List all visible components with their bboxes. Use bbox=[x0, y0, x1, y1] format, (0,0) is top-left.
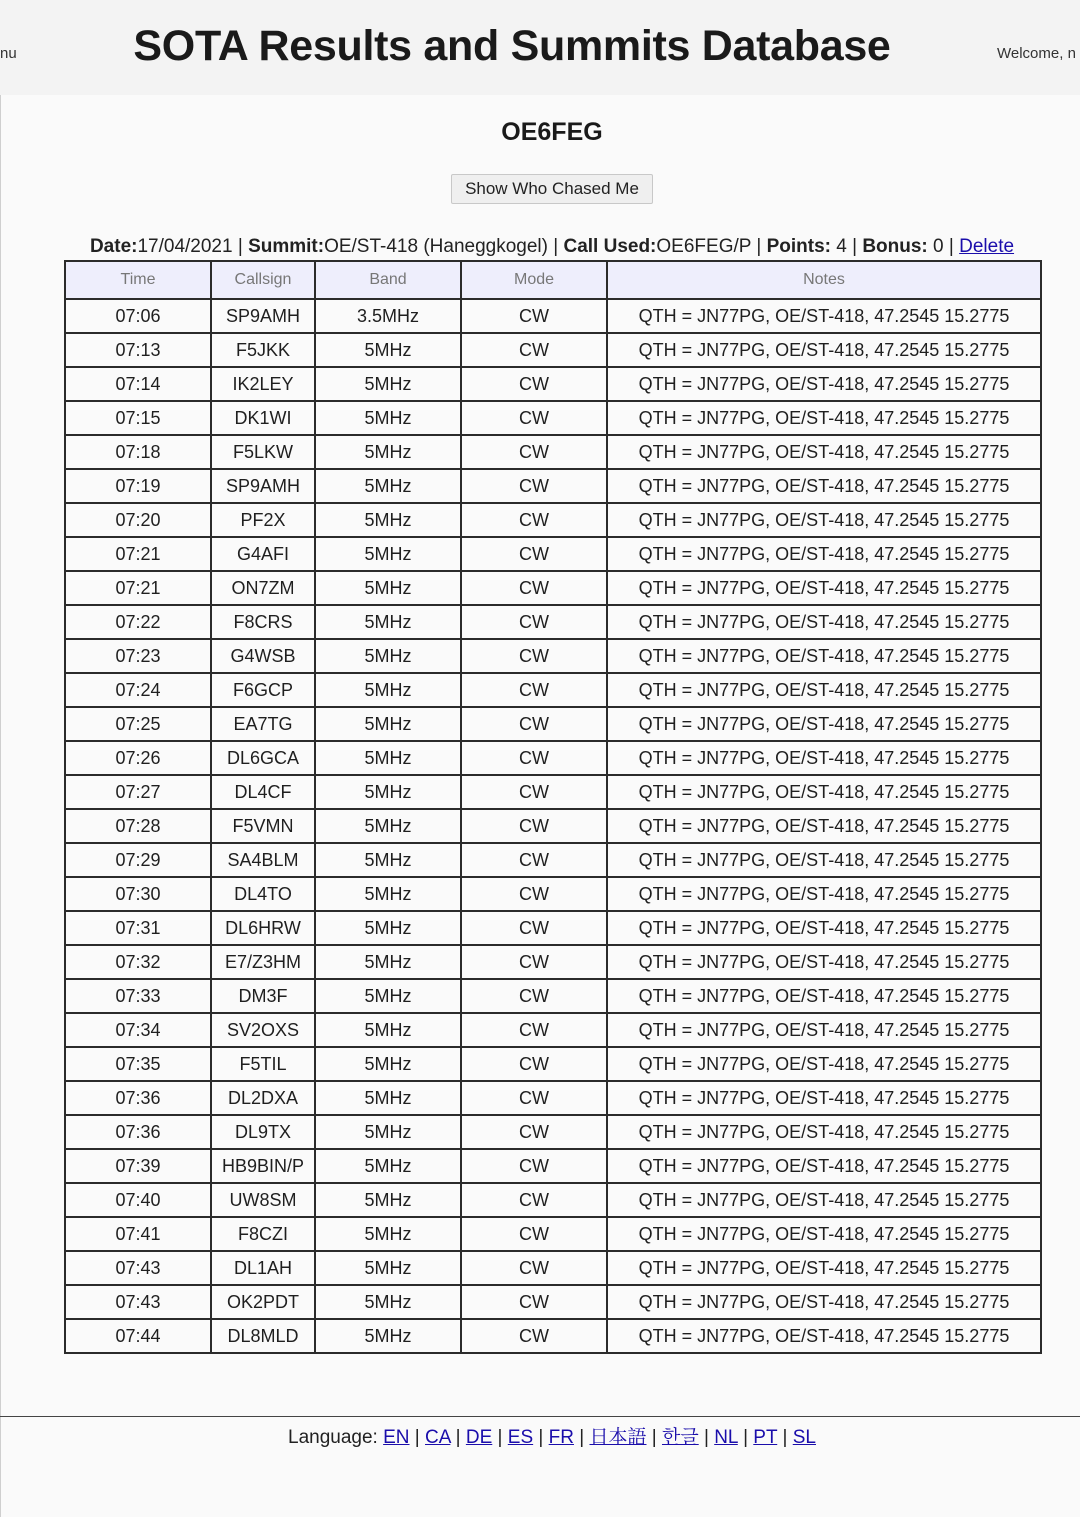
points-value: 4 bbox=[836, 236, 847, 257]
mode-cell: CW bbox=[461, 775, 607, 809]
band-cell: 5MHz bbox=[315, 1319, 461, 1353]
notes-cell: QTH = JN77PG, OE/ST-418, 47.2545 15.2775 bbox=[607, 1285, 1041, 1319]
call-used-label: Call Used: bbox=[563, 236, 657, 257]
callsign-cell: F5JKK bbox=[211, 333, 315, 367]
notes-cell: QTH = JN77PG, OE/ST-418, 47.2545 15.2775 bbox=[607, 673, 1041, 707]
notes-cell: QTH = JN77PG, OE/ST-418, 47.2545 15.2775 bbox=[607, 1183, 1041, 1217]
language-link-pt[interactable]: PT bbox=[753, 1427, 778, 1448]
language-link-fr[interactable]: FR bbox=[548, 1427, 574, 1448]
table-row bbox=[65, 401, 1041, 435]
bonus-label: Bonus: bbox=[862, 236, 928, 257]
callsign-cell: F5LKW bbox=[211, 435, 315, 469]
table-row bbox=[65, 1149, 1041, 1183]
time-cell: 07:24 bbox=[65, 673, 211, 707]
site-title: SOTA Results and Summits Database bbox=[133, 22, 891, 70]
callsign-cell: F8CZI bbox=[211, 1217, 315, 1251]
band-cell: 5MHz bbox=[315, 945, 461, 979]
time-cell: 07:33 bbox=[65, 979, 211, 1013]
notes-cell: QTH = JN77PG, OE/ST-418, 47.2545 15.2775 bbox=[607, 1047, 1041, 1081]
column-header: Notes bbox=[607, 261, 1041, 299]
band-cell: 5MHz bbox=[315, 673, 461, 707]
table-row bbox=[65, 741, 1041, 775]
time-cell: 07:36 bbox=[65, 1081, 211, 1115]
footer-divider bbox=[0, 1416, 1080, 1417]
table-row bbox=[65, 877, 1041, 911]
callsign-cell: DL1AH bbox=[211, 1251, 315, 1285]
table-row bbox=[65, 979, 1041, 1013]
table-row bbox=[65, 639, 1041, 673]
time-cell: 07:20 bbox=[65, 503, 211, 537]
notes-cell: QTH = JN77PG, OE/ST-418, 47.2545 15.2775 bbox=[607, 605, 1041, 639]
band-cell: 5MHz bbox=[315, 367, 461, 401]
time-cell: 07:15 bbox=[65, 401, 211, 435]
callsign-cell: E7/Z3HM bbox=[211, 945, 315, 979]
table-body bbox=[65, 299, 1041, 1353]
callsign-cell: SP9AMH bbox=[211, 299, 315, 333]
notes-cell: QTH = JN77PG, OE/ST-418, 47.2545 15.2775 bbox=[607, 945, 1041, 979]
band-cell: 5MHz bbox=[315, 1149, 461, 1183]
notes-cell: QTH = JN77PG, OE/ST-418, 47.2545 15.2775 bbox=[607, 503, 1041, 537]
mode-cell: CW bbox=[461, 1183, 607, 1217]
table-row bbox=[65, 843, 1041, 877]
language-link-nl[interactable]: NL bbox=[714, 1427, 738, 1448]
mode-cell: CW bbox=[461, 605, 607, 639]
column-header: Callsign bbox=[211, 261, 315, 299]
callsign-cell: F5TIL bbox=[211, 1047, 315, 1081]
column-header: Mode bbox=[461, 261, 607, 299]
notes-cell: QTH = JN77PG, OE/ST-418, 47.2545 15.2775 bbox=[607, 843, 1041, 877]
qso-log-table bbox=[64, 260, 1042, 1354]
callsign-cell: SA4BLM bbox=[211, 843, 315, 877]
notes-cell: QTH = JN77PG, OE/ST-418, 47.2545 15.2775 bbox=[607, 911, 1041, 945]
mode-cell: CW bbox=[461, 673, 607, 707]
table-row bbox=[65, 1047, 1041, 1081]
time-cell: 07:29 bbox=[65, 843, 211, 877]
table-row bbox=[65, 673, 1041, 707]
table-row bbox=[65, 333, 1041, 367]
menu-link[interactable]: nu bbox=[0, 45, 17, 62]
time-cell: 07:25 bbox=[65, 707, 211, 741]
time-cell: 07:13 bbox=[65, 333, 211, 367]
callsign-cell: F8CRS bbox=[211, 605, 315, 639]
band-cell: 5MHz bbox=[315, 843, 461, 877]
callsign-cell: DM3F bbox=[211, 979, 315, 1013]
time-cell: 07:14 bbox=[65, 367, 211, 401]
notes-cell: QTH = JN77PG, OE/ST-418, 47.2545 15.2775 bbox=[607, 1081, 1041, 1115]
mode-cell: CW bbox=[461, 1047, 607, 1081]
band-cell: 5MHz bbox=[315, 571, 461, 605]
mode-cell: CW bbox=[461, 1285, 607, 1319]
mode-cell: CW bbox=[461, 1013, 607, 1047]
language-selector: Language: EN | CA | DE | ES | FR | 日本語 | 한글 | NL | PT | SL bbox=[288, 1427, 816, 1448]
callsign-cell: ON7ZM bbox=[211, 571, 315, 605]
callsign-cell: DL6HRW bbox=[211, 911, 315, 945]
band-cell: 5MHz bbox=[315, 741, 461, 775]
time-cell: 07:21 bbox=[65, 571, 211, 605]
time-cell: 07:41 bbox=[65, 1217, 211, 1251]
notes-cell: QTH = JN77PG, OE/ST-418, 47.2545 15.2775 bbox=[607, 809, 1041, 843]
time-cell: 07:28 bbox=[65, 809, 211, 843]
mode-cell: CW bbox=[461, 809, 607, 843]
time-cell: 07:39 bbox=[65, 1149, 211, 1183]
date-label: Date: bbox=[89, 236, 138, 257]
mode-cell: CW bbox=[461, 1115, 607, 1149]
band-cell: 5MHz bbox=[315, 1285, 461, 1319]
notes-cell: QTH = JN77PG, OE/ST-418, 47.2545 15.2775 bbox=[607, 979, 1041, 1013]
summit-label: Summit: bbox=[248, 236, 325, 257]
language-link-ja[interactable]: 日本語 bbox=[589, 1427, 647, 1448]
callsign-cell: HB9BIN/P bbox=[211, 1149, 315, 1183]
mode-cell: CW bbox=[461, 503, 607, 537]
band-cell: 5MHz bbox=[315, 877, 461, 911]
language-link-ko[interactable]: 한글 bbox=[661, 1427, 699, 1448]
band-cell: 5MHz bbox=[315, 401, 461, 435]
time-cell: 07:26 bbox=[65, 741, 211, 775]
table-row bbox=[65, 503, 1041, 537]
table-row bbox=[65, 469, 1041, 503]
notes-cell: QTH = JN77PG, OE/ST-418, 47.2545 15.2775 bbox=[607, 1217, 1041, 1251]
notes-cell: QTH = JN77PG, OE/ST-418, 47.2545 15.2775 bbox=[607, 401, 1041, 435]
mode-cell: CW bbox=[461, 741, 607, 775]
summit-value: OE/ST-418 (Haneggkogel) bbox=[324, 236, 548, 257]
table-row bbox=[65, 911, 1041, 945]
time-cell: 07:32 bbox=[65, 945, 211, 979]
mode-cell: CW bbox=[461, 571, 607, 605]
points-label: Points: bbox=[766, 236, 831, 257]
callsign-cell: OK2PDT bbox=[211, 1285, 315, 1319]
column-header: Band bbox=[315, 261, 461, 299]
callsign-cell: EA7TG bbox=[211, 707, 315, 741]
notes-cell: QTH = JN77PG, OE/ST-418, 47.2545 15.2775 bbox=[607, 299, 1041, 333]
band-cell: 5MHz bbox=[315, 911, 461, 945]
band-cell: 5MHz bbox=[315, 435, 461, 469]
band-cell: 5MHz bbox=[315, 979, 461, 1013]
time-cell: 07:06 bbox=[65, 299, 211, 333]
callsign-cell: DL4TO bbox=[211, 877, 315, 911]
table-row bbox=[65, 1285, 1041, 1319]
callsign-cell: IK2LEY bbox=[211, 367, 315, 401]
mode-cell: CW bbox=[461, 979, 607, 1013]
table-row bbox=[65, 537, 1041, 571]
mode-cell: CW bbox=[461, 469, 607, 503]
callsign-cell: G4WSB bbox=[211, 639, 315, 673]
band-cell: 5MHz bbox=[315, 809, 461, 843]
callsign-cell: F6GCP bbox=[211, 673, 315, 707]
table-row bbox=[65, 1081, 1041, 1115]
notes-cell: QTH = JN77PG, OE/ST-418, 47.2545 15.2775 bbox=[607, 775, 1041, 809]
time-cell: 07:40 bbox=[65, 1183, 211, 1217]
mode-cell: CW bbox=[461, 877, 607, 911]
notes-cell: QTH = JN77PG, OE/ST-418, 47.2545 15.2775 bbox=[607, 333, 1041, 367]
language-label: Language: bbox=[288, 1427, 378, 1448]
notes-cell: QTH = JN77PG, OE/ST-418, 47.2545 15.2775 bbox=[607, 1149, 1041, 1183]
callsign-cell: SP9AMH bbox=[211, 469, 315, 503]
mode-cell: CW bbox=[461, 435, 607, 469]
language-link-sl[interactable]: SL bbox=[792, 1427, 816, 1448]
table-row bbox=[65, 1217, 1041, 1251]
notes-cell: QTH = JN77PG, OE/ST-418, 47.2545 15.2775 bbox=[607, 1319, 1041, 1353]
band-cell: 5MHz bbox=[315, 1047, 461, 1081]
band-cell: 5MHz bbox=[315, 775, 461, 809]
table-row bbox=[65, 1013, 1041, 1047]
call-used-value: OE6FEG/P bbox=[656, 236, 752, 257]
band-cell: 5MHz bbox=[315, 1081, 461, 1115]
callsign-cell: DL6GCA bbox=[211, 741, 315, 775]
notes-cell: QTH = JN77PG, OE/ST-418, 47.2545 15.2775 bbox=[607, 639, 1041, 673]
mode-cell: CW bbox=[461, 333, 607, 367]
mode-cell: CW bbox=[461, 1217, 607, 1251]
language-link-de[interactable]: DE bbox=[465, 1427, 493, 1448]
time-cell: 07:43 bbox=[65, 1251, 211, 1285]
table-row bbox=[65, 1183, 1041, 1217]
date-value: 17/04/2021 bbox=[137, 236, 233, 257]
notes-cell: QTH = JN77PG, OE/ST-418, 47.2545 15.2775 bbox=[607, 877, 1041, 911]
band-cell: 5MHz bbox=[315, 1217, 461, 1251]
callsign-cell: DL9TX bbox=[211, 1115, 315, 1149]
mode-cell: CW bbox=[461, 401, 607, 435]
callsign-cell: SV2OXS bbox=[211, 1013, 315, 1047]
page-left-border bbox=[0, 0, 1, 1517]
mode-cell: CW bbox=[461, 1081, 607, 1115]
mode-cell: CW bbox=[461, 707, 607, 741]
band-cell: 5MHz bbox=[315, 1115, 461, 1149]
language-link-es[interactable]: ES bbox=[507, 1427, 534, 1448]
time-cell: 07:22 bbox=[65, 605, 211, 639]
delete-link[interactable]: Delete bbox=[959, 236, 1015, 257]
band-cell: 5MHz bbox=[315, 469, 461, 503]
notes-cell: QTH = JN77PG, OE/ST-418, 47.2545 15.2775 bbox=[607, 435, 1041, 469]
time-cell: 07:18 bbox=[65, 435, 211, 469]
callsign-cell: DL2DXA bbox=[211, 1081, 315, 1115]
show-chasers-button[interactable]: Show Who Chased Me bbox=[451, 174, 653, 204]
time-cell: 07:31 bbox=[65, 911, 211, 945]
callsign-cell: G4AFI bbox=[211, 537, 315, 571]
mode-cell: CW bbox=[461, 843, 607, 877]
table-row bbox=[65, 367, 1041, 401]
language-link-en[interactable]: EN bbox=[383, 1427, 410, 1448]
top-bar bbox=[0, 0, 1080, 95]
table-row bbox=[65, 1251, 1041, 1285]
mode-cell: CW bbox=[461, 911, 607, 945]
activation-summary: Date:17/04/2021 | Summit:OE/ST-418 (Haneggkogel) | Call Used:OE6FEG/P | Points: 4 | Bonus: 0 | Delete bbox=[89, 236, 1015, 257]
callsign-cell: DL8MLD bbox=[211, 1319, 315, 1353]
band-cell: 5MHz bbox=[315, 707, 461, 741]
time-cell: 07:36 bbox=[65, 1115, 211, 1149]
time-cell: 07:43 bbox=[65, 1285, 211, 1319]
table-row bbox=[65, 775, 1041, 809]
band-cell: 5MHz bbox=[315, 605, 461, 639]
callsign-cell: DK1WI bbox=[211, 401, 315, 435]
notes-cell: QTH = JN77PG, OE/ST-418, 47.2545 15.2775 bbox=[607, 1251, 1041, 1285]
notes-cell: QTH = JN77PG, OE/ST-418, 47.2545 15.2775 bbox=[607, 707, 1041, 741]
callsign-cell: DL4CF bbox=[211, 775, 315, 809]
notes-cell: QTH = JN77PG, OE/ST-418, 47.2545 15.2775 bbox=[607, 469, 1041, 503]
table-row bbox=[65, 1319, 1041, 1353]
band-cell: 5MHz bbox=[315, 537, 461, 571]
mode-cell: CW bbox=[461, 639, 607, 673]
callsign-cell: F5VMN bbox=[211, 809, 315, 843]
mode-cell: CW bbox=[461, 1251, 607, 1285]
mode-cell: CW bbox=[461, 1319, 607, 1353]
time-cell: 07:27 bbox=[65, 775, 211, 809]
table-row bbox=[65, 435, 1041, 469]
callsign-cell: PF2X bbox=[211, 503, 315, 537]
time-cell: 07:30 bbox=[65, 877, 211, 911]
column-header: Time bbox=[65, 261, 211, 299]
band-cell: 5MHz bbox=[315, 1251, 461, 1285]
band-cell: 3.5MHz bbox=[315, 299, 461, 333]
band-cell: 5MHz bbox=[315, 639, 461, 673]
notes-cell: QTH = JN77PG, OE/ST-418, 47.2545 15.2775 bbox=[607, 367, 1041, 401]
time-cell: 07:34 bbox=[65, 1013, 211, 1047]
mode-cell: CW bbox=[461, 945, 607, 979]
table-row bbox=[65, 571, 1041, 605]
time-cell: 07:35 bbox=[65, 1047, 211, 1081]
time-cell: 07:23 bbox=[65, 639, 211, 673]
callsign-cell: UW8SM bbox=[211, 1183, 315, 1217]
table-row bbox=[65, 945, 1041, 979]
time-cell: 07:44 bbox=[65, 1319, 211, 1353]
table-row bbox=[65, 809, 1041, 843]
mode-cell: CW bbox=[461, 367, 607, 401]
band-cell: 5MHz bbox=[315, 1183, 461, 1217]
table-row bbox=[65, 299, 1041, 333]
table-row bbox=[65, 1115, 1041, 1149]
bonus-value: 0 bbox=[933, 236, 944, 257]
mode-cell: CW bbox=[461, 299, 607, 333]
welcome-text: Welcome, n bbox=[997, 45, 1076, 62]
notes-cell: QTH = JN77PG, OE/ST-418, 47.2545 15.2775 bbox=[607, 571, 1041, 605]
activator-callsign: OE6FEG bbox=[501, 118, 603, 146]
mode-cell: CW bbox=[461, 1149, 607, 1183]
table-header-row bbox=[65, 261, 1041, 299]
notes-cell: QTH = JN77PG, OE/ST-418, 47.2545 15.2775 bbox=[607, 741, 1041, 775]
band-cell: 5MHz bbox=[315, 1013, 461, 1047]
table-row bbox=[65, 605, 1041, 639]
time-cell: 07:19 bbox=[65, 469, 211, 503]
table-row bbox=[65, 707, 1041, 741]
notes-cell: QTH = JN77PG, OE/ST-418, 47.2545 15.2775 bbox=[607, 537, 1041, 571]
mode-cell: CW bbox=[461, 537, 607, 571]
notes-cell: QTH = JN77PG, OE/ST-418, 47.2545 15.2775 bbox=[607, 1115, 1041, 1149]
language-link-ca[interactable]: CA bbox=[425, 1427, 451, 1448]
time-cell: 07:21 bbox=[65, 537, 211, 571]
band-cell: 5MHz bbox=[315, 333, 461, 367]
band-cell: 5MHz bbox=[315, 503, 461, 537]
notes-cell: QTH = JN77PG, OE/ST-418, 47.2545 15.2775 bbox=[607, 1013, 1041, 1047]
